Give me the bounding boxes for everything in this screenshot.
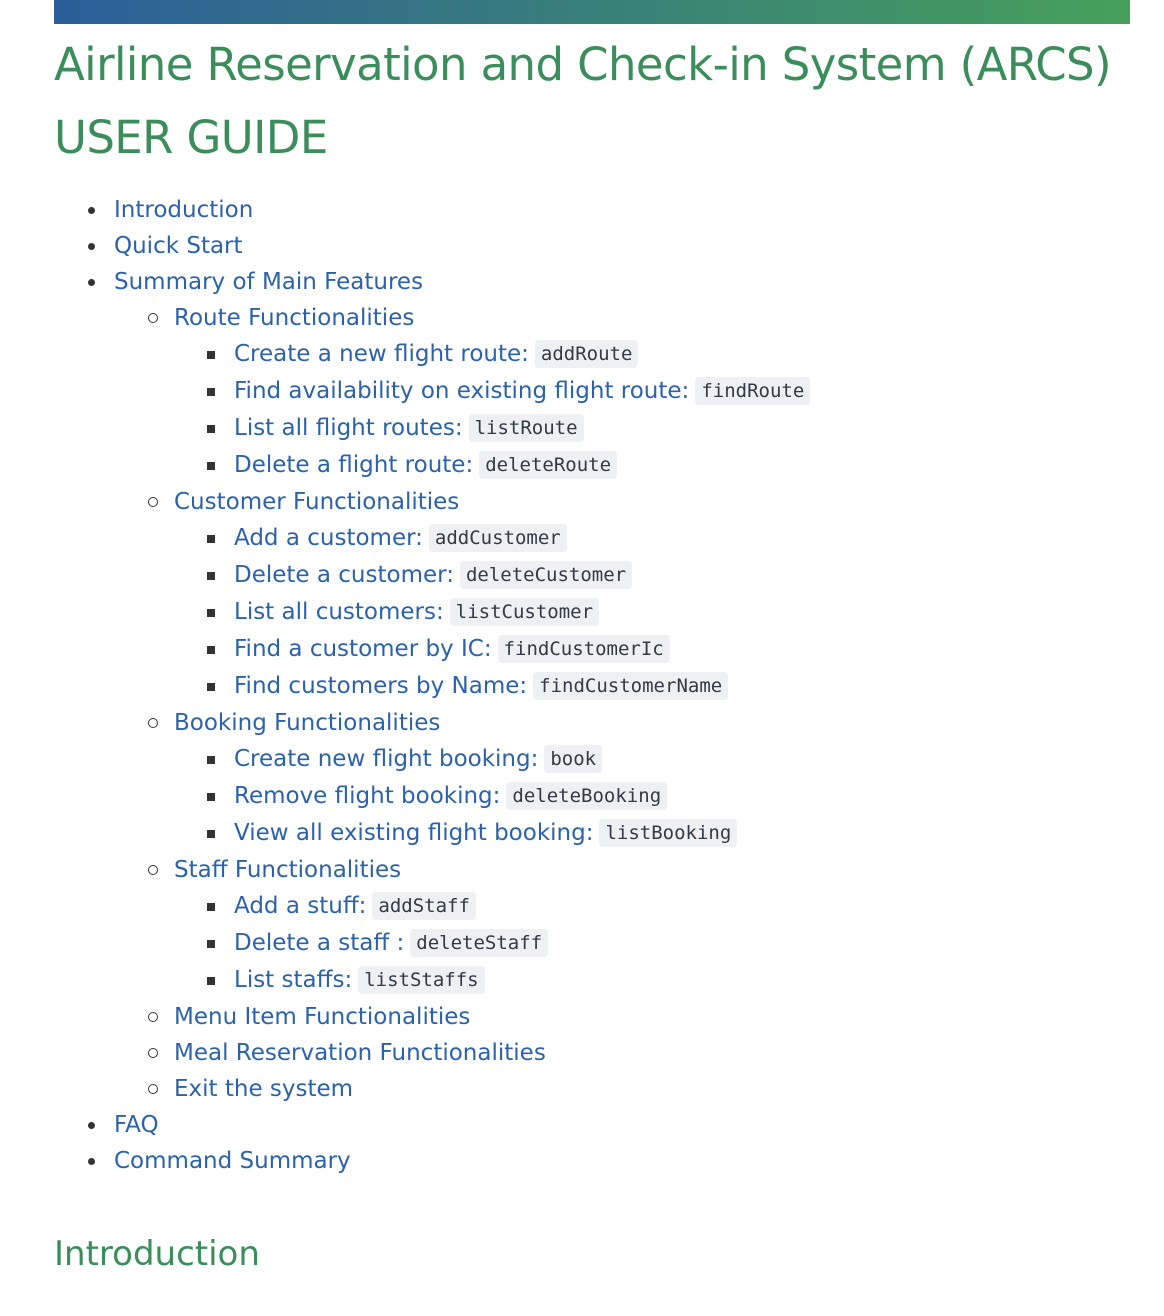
toc-item-summary [114,264,810,1107]
toc-link-add-route[interactable]: Create a new flight route: [234,341,529,367]
toc-customer-sublist [174,520,810,705]
toc-link-command-summary[interactable]: Command Summary [114,1148,351,1174]
toc-link-booking-functionalities[interactable]: Booking Functionalities [174,710,441,736]
toc-item-staff [174,852,810,999]
header-gradient-band [54,0,1130,24]
toc-item-delete-customer [234,557,810,594]
toc-item-add-route [234,336,810,373]
toc-item-exit [174,1071,810,1107]
toc-item-delete-route [234,447,810,484]
toc-link-summary[interactable]: Summary of Main Features [114,269,424,295]
section-heading-introduction: Introduction [54,1234,260,1274]
toc-link-delete-route[interactable]: Delete a flight route: [234,452,474,478]
toc-item-introduction [114,192,810,228]
toc-link-book[interactable]: Create new flight booking: [234,746,539,772]
page-title-line-1: Airline Reservation and Check-in System (ARCS) [54,38,1111,91]
toc-link-list-customer[interactable]: List all customers: [234,599,444,625]
toc-item-menu-item [174,999,810,1035]
toc-item-route [174,300,810,484]
toc-link-find-customer-name[interactable]: Find customers by Name: [234,673,528,699]
toc-link-menu-item-functionalities[interactable]: Menu Item Functionalities [174,1004,471,1030]
toc-summary-sublist [114,300,810,1107]
code-find-customer-name: findCustomerName [533,672,728,700]
toc-item-list-route [234,410,810,447]
toc-item-delete-booking [234,778,810,815]
toc-link-faq[interactable]: FAQ [114,1112,159,1138]
toc-item-book [234,741,810,778]
code-add-route: addRoute [535,340,639,368]
toc-item-list-customer [234,594,810,631]
toc-link-add-customer[interactable]: Add a customer: [234,525,423,551]
code-book: book [544,745,602,773]
code-list-customer: listCustomer [450,598,599,626]
toc-link-list-route[interactable]: List all flight routes: [234,415,463,441]
toc-link-list-booking[interactable]: View all existing flight booking: [234,820,594,846]
toc-link-introduction[interactable]: Introduction [114,197,254,223]
code-delete-customer: deleteCustomer [460,561,632,589]
toc-route-sublist [174,336,810,484]
toc-link-staff-functionalities[interactable]: Staff Functionalities [174,857,402,883]
code-delete-route: deleteRoute [479,451,617,479]
toc-link-route-functionalities[interactable]: Route Functionalities [174,305,415,331]
toc-item-booking [174,705,810,852]
toc-link-find-route[interactable]: Find availability on existing flight route: [234,378,690,404]
toc-item-find-route [234,373,810,410]
toc-item-find-customer-name [234,668,810,705]
code-add-customer: addCustomer [429,524,567,552]
toc-link-delete-booking[interactable]: Remove flight booking: [234,783,501,809]
toc-item-delete-staff [234,925,810,962]
toc-link-meal-reservation-functionalities[interactable]: Meal Reservation Functionalities [174,1040,546,1066]
page-title [54,28,1144,174]
toc-link-quick-start[interactable]: Quick Start [114,233,243,259]
toc-item-meal-reservation [174,1035,810,1071]
toc-staff-sublist [174,888,810,999]
toc-item-faq [114,1107,810,1143]
code-list-route: listRoute [469,414,584,442]
toc-link-find-customer-ic[interactable]: Find a customer by IC: [234,636,492,662]
page-title-line-2: USER GUIDE [54,111,328,164]
toc-item-add-customer [234,520,810,557]
code-list-staffs: listStaffs [358,966,484,994]
toc-item-add-staff [234,888,810,925]
toc-booking-sublist [174,741,810,852]
code-list-booking: listBooking [599,819,737,847]
toc-item-find-customer-ic [234,631,810,668]
code-delete-booking: deleteBooking [506,782,667,810]
code-add-staff: addStaff [372,892,476,920]
toc-link-delete-staff[interactable]: Delete a staff : [234,930,405,956]
toc-item-customer [174,484,810,705]
code-delete-staff: deleteStaff [410,929,548,957]
toc-link-list-staffs[interactable]: List staffs: [234,967,353,993]
code-find-customer-ic: findCustomerIc [498,635,670,663]
toc-item-quick-start [114,228,810,264]
code-find-route: findRoute [695,377,810,405]
toc-link-delete-customer[interactable]: Delete a customer: [234,562,454,588]
toc-item-list-staffs [234,962,810,999]
toc-item-command-summary [114,1143,810,1179]
toc-link-customer-functionalities[interactable]: Customer Functionalities [174,489,460,515]
toc-link-add-staff[interactable]: Add a stuff: [234,893,367,919]
table-of-contents [114,192,810,1179]
toc-link-exit[interactable]: Exit the system [174,1076,354,1102]
toc-item-list-booking [234,815,810,852]
